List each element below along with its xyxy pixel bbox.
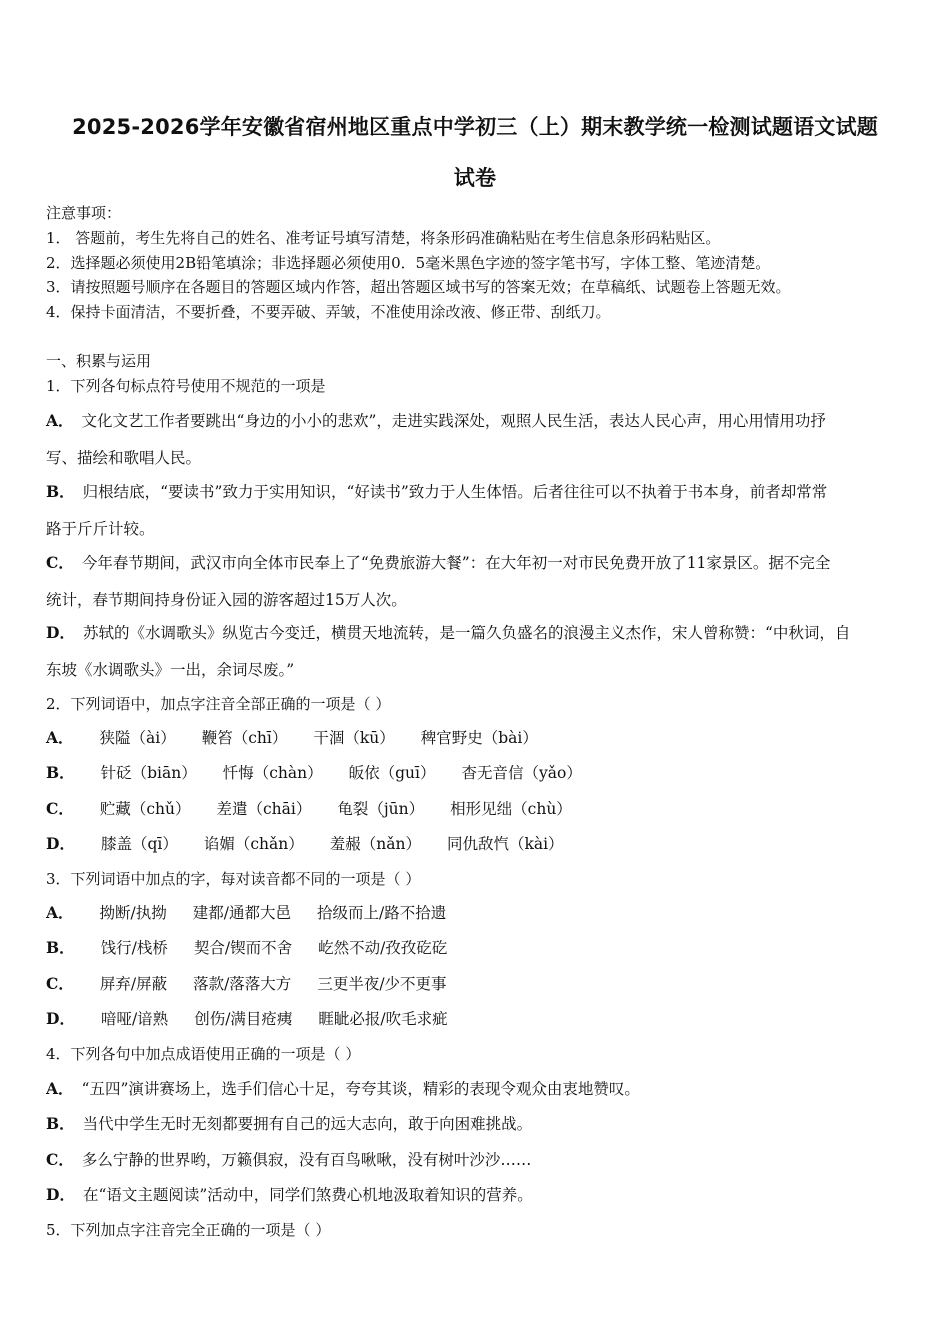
q3-option-a (46, 903, 472, 923)
word: 膝盖（qī） (100, 835, 178, 853)
word: 拗断/执拗 (99, 904, 167, 922)
word: 狭隘（ài） (99, 729, 176, 747)
q1-option-d (46, 623, 850, 643)
word: 谄媚（chǎn） (203, 835, 304, 853)
word: 皈依（guī） (348, 764, 436, 782)
notice-heading: 注意事项： (46, 204, 122, 222)
word: 饯行/栈桥 (100, 939, 168, 957)
q3-option-c (46, 974, 473, 994)
section-heading: 一、积累与运用 (46, 352, 152, 370)
option-label: A． (46, 728, 74, 747)
notice-item: 1． 答题前，考生先将自己的姓名、准考证号填写清楚，将条形码准确粘贴在考生信息条形码粘贴区。 (46, 229, 721, 247)
q1-option-c (46, 553, 830, 573)
option-text: 苏轼的《水调歌头》纵览古今变迁，横贯天地流转，是一篇久负盛名的浪漫主义杰作，宋人曾称赞：“中秋词，自 (82, 624, 851, 642)
notice-item: 4．保持卡面清洁，不要折叠，不要弄破、弄皱，不准使用涂改液、修正带、刮纸刀。 (46, 303, 611, 321)
q4-option-a (46, 1079, 640, 1099)
question-4-stem: 4．下列各句中加点成语使用正确的一项是（ ） (46, 1045, 361, 1063)
word: 鞭笞（chī） (201, 729, 288, 747)
option-label: A． (46, 903, 74, 922)
q3-option-b (46, 938, 473, 958)
option-text: 在“语文主题阅读”活动中，同学们煞费心机地汲取着知识的营养。 (82, 1186, 533, 1204)
word: 忏悔（chàn） (222, 764, 323, 782)
word: 相形见绌（chù） (450, 800, 572, 818)
q3-option-d (46, 1009, 474, 1029)
q1-option-a (46, 411, 826, 431)
option-label: D． (46, 1009, 75, 1028)
q2-option-c (46, 799, 598, 819)
page-title-continued: 试卷 (453, 166, 497, 190)
q2-option-d (46, 834, 590, 854)
q4-option-c (46, 1150, 531, 1170)
word: 贮藏（chǔ） (99, 800, 191, 818)
notice-item: 3．请按照题号顺序在各题目的答题区域内作答，超出答题区域书写的答案无效；在草稿纸、试题卷上答题无效。 (46, 278, 791, 296)
notice-item: 2．选择题必须使用2B铅笔填涂；非选择题必须使用0．5毫米黑色字迹的签字笔书写，字体工整、笔迹清楚。 (46, 254, 771, 272)
option-label: D． (46, 623, 75, 642)
option-label: D． (46, 834, 75, 853)
word: 差遣（chāi） (216, 800, 312, 818)
word: 建都/通都大邑 (192, 904, 291, 922)
option-label: C． (46, 799, 74, 818)
word: 拾级而上/路不拾遗 (317, 904, 447, 922)
q4-option-d (46, 1185, 533, 1205)
option-text: 今年春节期间，武汉市向全体市民奉上了“免费旅游大餐”：在大年初一对市民免费开放了11家景区。据不完全 (81, 554, 831, 572)
question-2-stem: 2．下列词语中，加点字注音全部正确的一项是（ ） (46, 695, 391, 713)
q1-option-c-cont: 统计，春节期间持身份证入园的游客超过15万人次。 (46, 591, 407, 609)
word: 干涸（kū） (313, 729, 395, 747)
q1-option-b-cont: 路于斤斤计较。 (46, 520, 155, 538)
word: 喑哑/谙熟 (100, 1010, 169, 1028)
q4-option-b (46, 1114, 532, 1134)
option-label: B． (46, 482, 75, 501)
page-title: 2025-2026学年安徽省宿州地区重点中学初三（上）期末教学统一检测试题语文试题 (72, 115, 878, 139)
option-label: C． (46, 553, 74, 572)
option-label: A． (46, 411, 74, 430)
option-label: B． (46, 763, 75, 782)
word: 落款/落落大方 (193, 975, 292, 993)
option-text: 归根结底，“要读书”致力于实用知识，“好读书”致力于人生体悟。后者往往可以不执着于书本身，前者却常常 (82, 483, 828, 501)
word: 契合/锲而不舍 (193, 939, 293, 957)
option-text: 文化文艺工作者要跳出“身边的小小的悲欢”，走进实践深处，观照人民生活，表达人民心声，用心用情用功抒 (81, 412, 826, 430)
q2-option-a (46, 728, 564, 748)
word: 三更半夜/少不更事 (317, 975, 447, 993)
q1-option-b (46, 482, 827, 502)
question-5-stem: 5．下列加点字注音完全正确的一项是（ ） (46, 1221, 331, 1239)
question-1-stem: 1．下列各句标点符号使用不规范的一项是 (46, 377, 326, 395)
word: 睚眦必报/吹毛求疵 (318, 1010, 448, 1028)
word: 屹然不动/孜孜矻矻 (318, 939, 448, 957)
option-text: 多么宁静的世界哟，万籁俱寂，没有百鸟啾啾，没有树叶沙沙…… (81, 1151, 532, 1169)
option-label: B． (46, 1114, 75, 1133)
word: 创伤/满目疮痍 (194, 1010, 293, 1028)
option-text: “五四”演讲赛场上，选手们信心十足，夸夸其谈，精彩的表现令观众由衷地赞叹。 (81, 1080, 640, 1098)
word: 屏弃/屏蔽 (99, 975, 168, 993)
word: 龟裂（jūn） (337, 800, 425, 818)
option-text: 当代中学生无时无刻都要拥有自己的远大志向，敢于向困难挑战。 (82, 1115, 533, 1133)
q2-option-b (46, 763, 608, 783)
word: 同仇敌忾（kài） (446, 835, 564, 853)
option-label: B． (46, 938, 75, 957)
q1-option-d-cont: 东坡《水调歌头》一出，余词尽废。” (46, 661, 295, 679)
option-label: C． (46, 1150, 74, 1169)
question-3-stem: 3．下列词语中加点的字，每对读音都不同的一项是（ ） (46, 870, 421, 888)
option-label: A． (46, 1079, 74, 1098)
option-label: C． (46, 974, 74, 993)
word: 针砭（biān） (100, 764, 197, 782)
word: 杳无音信（yǎo） (461, 764, 582, 782)
word: 稗官野史（bài） (420, 729, 538, 747)
q1-option-a-cont: 写、描绘和歌唱人民。 (46, 449, 202, 467)
word: 羞赧（nǎn） (329, 835, 421, 853)
option-label: D． (46, 1185, 75, 1204)
